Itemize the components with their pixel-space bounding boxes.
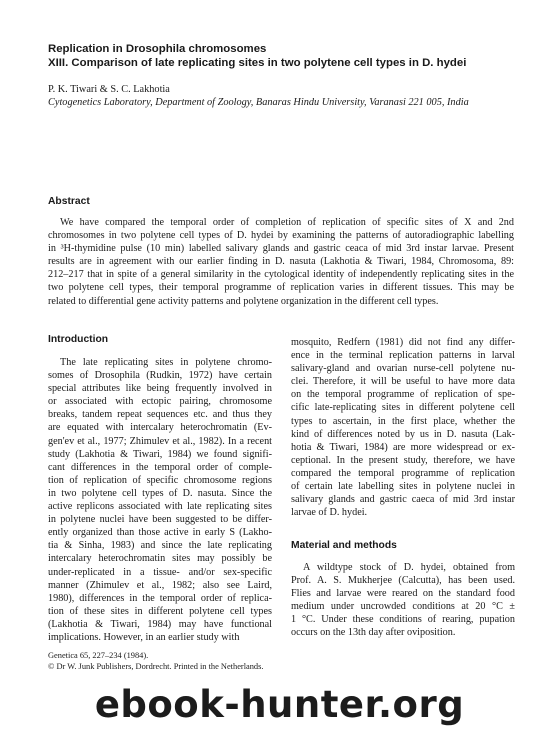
introduction-line: gen'ev et al., 1977; Zhimulev et al., 1982). In a recent	[48, 435, 272, 447]
title-line-1: Replication in Drosophila chromosomes	[48, 43, 267, 55]
introduction-line: tion of these sites in different polytene cell types	[48, 605, 272, 617]
introduction-line: tia & Sinha, 1983) and since the late replicating	[48, 540, 272, 552]
abstract-line: 212–217 that in spite of a general similarity in the cytological identity of independently replicating sites in the	[48, 269, 514, 281]
introduction-line: ceptional. In the present study, therefore, we have	[291, 454, 515, 466]
introduction-line: intercalary heterochromatin sites may possibly be	[48, 553, 272, 565]
article-title	[48, 42, 466, 70]
introduction-line: cant differences in the temporal order of comple-	[48, 461, 272, 473]
introduction-line: somes of Drosophila (Rudkin, 1972) have certain	[48, 370, 272, 382]
watermark: ebook-hunter.org	[94, 683, 465, 726]
title-line-2: XIII. Comparison of late replicating sites in two polytene cell types in D. hydei	[48, 57, 467, 69]
authors: P. K. Tiwari & S. C. Lakhotia	[48, 84, 170, 95]
methods-line: A wildtype stock of D. hydei, obtained from	[303, 562, 515, 573]
introduction-line: ence in the terminal replication patterns in larval	[291, 350, 515, 362]
introduction-line: manner (Zhimulev et al., 1982; also see Laird,	[48, 579, 272, 591]
introduction-line: on the temporal programme of replication of spe-	[291, 389, 515, 401]
introduction-line: salivary glands and gastric caeca of mid 3rd instar	[291, 494, 515, 506]
abstract-line: related to differential gene activity patterns and polytene organization in the different cell types.	[48, 295, 439, 307]
introduction-column-right	[291, 336, 515, 519]
abstract-line: two polytene cell types, their temporal programme of replication varies in different tissues. This may be	[48, 282, 514, 294]
publisher-notice: © Dr W. Junk Publishers, Dordrecht. Printed in the Netherlands.	[48, 662, 264, 671]
introduction-line: cific late-replicating sites in different polytene cell	[291, 402, 515, 414]
introduction-line: special attributes like being frequently involved in	[48, 383, 272, 395]
abstract-heading: Abstract	[48, 196, 90, 207]
introduction-line: active replicons associated with late replicating sites	[48, 501, 272, 513]
affiliation: Cytogenetics Laboratory, Department of Zoology, Banaras Hindu University, Varanasi 221 005, India	[48, 97, 469, 108]
introduction-line: salivary-gland and ovarian nurse-cell polytene nu-	[291, 363, 515, 375]
abstract-line: results are in agreement with our earlier finding in D. nasuta (Lakhotia & Tiwari, 1984, Chromosoma, 89:	[48, 256, 514, 268]
abstract-line: We have compared the temporal order of completion of replication of specific sites of X and 2nd	[60, 217, 514, 228]
introduction-line: 1980), differences in the temporal order of replica-	[48, 592, 272, 604]
introduction-line: types to ascertain, in the first place, whether the	[291, 415, 515, 427]
footer	[48, 650, 263, 672]
introduction-line: The late replicating sites in polytene chromo-	[60, 357, 272, 368]
methods-body	[291, 561, 515, 640]
introduction-line: are equated with intercalary heterochromatin (Ev-	[48, 422, 272, 434]
introduction-line: in polytene nuclei have been suggested to be differ-	[48, 514, 272, 526]
methods-line: Flies and larvae were reared on the standard food	[291, 588, 515, 600]
introduction-line: implications. However, in an earlier study with	[48, 631, 240, 643]
introduction-column-left	[48, 356, 272, 644]
introduction-line: mosquito, Redfern (1981) did not find any differ-	[291, 337, 515, 348]
abstract-body	[48, 216, 514, 308]
introduction-line: breaks, tandem repeat sequences etc. and thus they	[48, 409, 272, 421]
abstract-line: chromosomes in two polytene cell types of D. hydei by examining the patterns of autoradiographic labelling	[48, 230, 514, 242]
introduction-line: hotia & Tiwari, 1984) are more widespread or ex-	[291, 441, 515, 453]
introduction-line: (Lakhotia & Tiwari, 1984) may have functional	[48, 618, 272, 630]
introduction-heading: Introduction	[48, 334, 109, 345]
introduction-line: ently organized than those active in early S (Lakho-	[48, 527, 272, 539]
introduction-line: compared the temporal programme of replication	[291, 467, 515, 479]
abstract-line: in ³H-thymidine pulse (10 min) labelled salivary glands and gastric ceaca of mid 3rd instar larvae. Present	[48, 243, 514, 255]
introduction-line: clei. Therefore, it will be useful to have more data	[291, 376, 515, 388]
journal-citation: Genetica 65, 227–234 (1984).	[48, 651, 149, 660]
methods-line: 1 °C. Under these conditions of rearing, pupation	[291, 614, 515, 626]
methods-line: occurs on the 13th day after oviposition.	[291, 627, 456, 639]
introduction-line: tion of replication of specific chromosome regions	[48, 474, 272, 486]
introduction-line: study (Lakhotia & Tiwari, 1984) we found signifi-	[48, 448, 272, 460]
introduction-line: of certain late labelling sites in polytene nuclei in	[291, 481, 515, 493]
introduction-line: in two polytene cell types of D. nasuta. Since the	[48, 487, 272, 499]
methods-line: Prof. A. S. Mukherjee (Calcutta), has been used.	[291, 575, 515, 587]
methods-heading: Material and methods	[291, 540, 397, 551]
methods-line: medium under uncrowded conditions at 20 °C ±	[291, 601, 515, 613]
introduction-line: larvae of D. hydei.	[291, 507, 368, 519]
introduction-line: or associated with ectopic pairing, chromosome	[48, 396, 272, 408]
introduction-line: kind of differences noted by us in D. nasuta (Lak-	[291, 428, 515, 440]
introduction-line: under-replicated in a tissue- and/or sex-specific	[48, 566, 272, 578]
